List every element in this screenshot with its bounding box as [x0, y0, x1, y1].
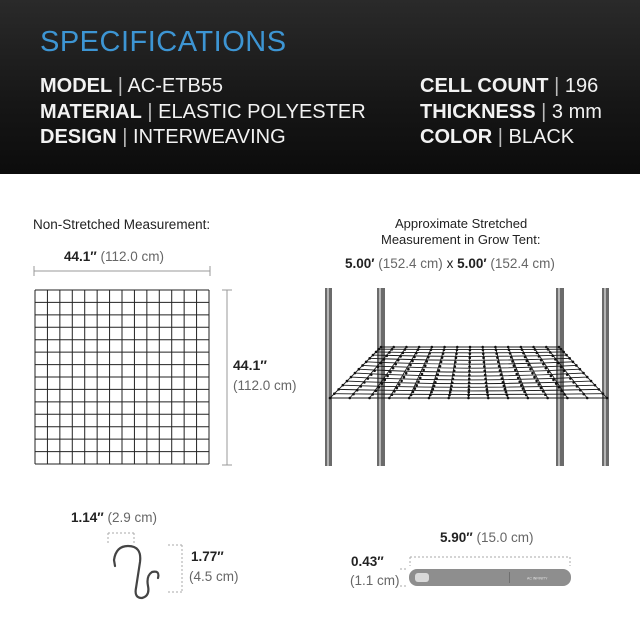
net-knot [409, 364, 412, 367]
net-knot [482, 357, 485, 360]
net-knot [454, 361, 457, 364]
net-knot [483, 361, 486, 364]
net-knot [398, 383, 401, 386]
net-knot [363, 381, 366, 384]
net-knot [499, 369, 502, 372]
net-knot [527, 364, 530, 367]
net-knot [568, 357, 571, 360]
net-knot [557, 362, 560, 365]
net-knot [329, 397, 332, 400]
net-knot [487, 397, 490, 400]
net-knot [545, 346, 548, 349]
net-knot [551, 354, 554, 357]
net-knot [447, 397, 450, 400]
net-knot [348, 397, 351, 400]
net-knot [356, 389, 359, 392]
net-knot [360, 385, 363, 388]
net-knot [404, 348, 407, 351]
net-knot [506, 394, 509, 397]
net-knot [545, 367, 548, 370]
spec-cell-count: CELL COUNT | 196 [420, 75, 599, 97]
net-knot [358, 368, 361, 371]
net-knot [381, 382, 384, 385]
hook-height-cm-label: (4.5 cm) [189, 569, 239, 584]
net-knot [430, 391, 433, 394]
net-knot [487, 394, 490, 397]
net-knot [468, 365, 471, 368]
hook-width-label: 1.14″ (2.9 cm) [71, 510, 158, 525]
net-knot [370, 373, 373, 376]
net-knot [456, 349, 459, 352]
net-knot [439, 365, 442, 368]
net-knot [513, 364, 516, 367]
net-knot [380, 346, 383, 349]
net-knot [544, 393, 547, 396]
net-knot [560, 366, 563, 369]
net-knot [522, 352, 525, 355]
net-knot [448, 394, 451, 397]
net-knot [495, 352, 498, 355]
net-knot [469, 346, 472, 349]
net-knot [486, 391, 489, 394]
net-knot [572, 361, 575, 364]
net-knot [375, 351, 378, 354]
net-knot [469, 349, 472, 352]
net-knot [582, 372, 585, 375]
net-knot [394, 363, 397, 366]
spec-thickness: THICKNESS | 3 mm [420, 101, 602, 123]
page-title: SPECIFICATIONS [40, 26, 287, 58]
net-knot [558, 346, 561, 349]
net-knot [397, 359, 400, 362]
net-knot [569, 377, 572, 380]
net-knot [414, 387, 417, 390]
net-knot [389, 371, 392, 374]
net-knot [517, 377, 520, 380]
net-knot [383, 379, 386, 382]
net-height-cm-label: (112.0 cm) [233, 378, 297, 393]
net-knot [590, 380, 593, 383]
net-knot [535, 380, 538, 383]
net-knot [455, 357, 458, 360]
net-knot [403, 376, 406, 379]
net-knot [455, 352, 458, 355]
net-height-label: 44.1″ [233, 357, 267, 373]
net-knot [483, 365, 486, 368]
net-knot [522, 387, 525, 390]
hook-dimension-brackets [108, 533, 182, 592]
net-knot [391, 393, 394, 396]
net-knot [586, 397, 589, 400]
strap-width-cm-label: (1.1 cm) [350, 573, 400, 588]
net-knot [481, 346, 484, 349]
net-knot [529, 368, 532, 371]
net-knot [555, 382, 558, 385]
net-knot [566, 397, 569, 400]
net-knot [521, 348, 524, 351]
net-knot [415, 384, 418, 387]
net-knot [579, 368, 582, 371]
net-knot [468, 357, 471, 360]
net-knot [468, 388, 471, 391]
net-knot [438, 369, 441, 372]
net-knot [565, 354, 568, 357]
net-knot [505, 391, 508, 394]
net-knot [421, 373, 424, 376]
net-knot [399, 355, 402, 358]
net-knot [518, 380, 521, 383]
net-knot [531, 372, 534, 375]
net-knot [380, 362, 383, 365]
net-knot [442, 352, 445, 355]
net-knot [540, 387, 543, 390]
net-knot [520, 346, 523, 349]
net-knot [523, 391, 526, 394]
stretched-dimensions: 5.00′ (152.4 cm) x 5.00′ (152.4 cm) [345, 256, 555, 271]
s-hook-icon [114, 546, 158, 598]
spec-model: MODEL | AC-ETB55 [40, 75, 224, 97]
net-knot [385, 354, 388, 357]
net-knot [558, 386, 561, 389]
net-knot [468, 361, 471, 364]
net-knot [449, 391, 452, 394]
net-knot [453, 365, 456, 368]
net-knot [392, 346, 395, 349]
net-knot [469, 352, 472, 355]
net-knot [482, 352, 485, 355]
net-knot [456, 346, 459, 349]
net-knot [392, 367, 395, 370]
net-knot [547, 371, 550, 374]
net-knot [417, 380, 420, 383]
net-knot [486, 388, 489, 391]
net-knot [427, 356, 430, 359]
net-width-label: 44.1″ (112.0 cm) [64, 249, 165, 264]
net-knot [550, 375, 553, 378]
net-knot [429, 394, 432, 397]
net-knot [598, 388, 601, 391]
net-knot [418, 346, 421, 349]
net-knot [576, 385, 579, 388]
net-knot [378, 348, 381, 351]
net-knot [393, 390, 396, 393]
net-knot [371, 393, 374, 396]
net-knot [411, 360, 414, 363]
net-knot [450, 388, 453, 391]
net-knot [515, 373, 518, 376]
net-height-bracket [222, 290, 232, 465]
net-knot [496, 356, 499, 359]
net-knot [546, 397, 549, 400]
net-knot [402, 352, 405, 355]
non-stretched-heading: Non-Stretched Measurement: [33, 217, 211, 232]
net-knot [467, 394, 470, 397]
net-knot [602, 392, 605, 395]
flat-trellis-net [35, 290, 209, 464]
net-knot [386, 375, 389, 378]
net-knot [407, 368, 410, 371]
net-knot [440, 361, 443, 364]
net-knot [507, 346, 510, 349]
net-knot [373, 369, 376, 372]
net-knot [365, 361, 368, 364]
net-knot [361, 364, 364, 367]
net-knot [560, 348, 563, 351]
net-knot [482, 349, 485, 352]
net-knot [507, 397, 510, 400]
net-knot [383, 358, 386, 361]
net-knot [428, 397, 431, 400]
net-knot [443, 349, 446, 352]
net-knot [566, 373, 569, 376]
net-knot [333, 392, 336, 395]
net-knot [582, 393, 585, 396]
stretched-heading-line2: Measurement in Grow Tent: [381, 232, 541, 247]
spec-color: COLOR | BLACK [420, 126, 575, 148]
net-knot [497, 361, 500, 364]
net-knot [367, 377, 370, 380]
net-knot [391, 348, 394, 351]
net-knot [525, 394, 528, 397]
net-knot [354, 372, 357, 375]
net-knot [419, 377, 422, 380]
net-knot [337, 388, 340, 391]
net-knot [412, 391, 415, 394]
spec-design: DESIGN | INTERWEAVING [40, 126, 286, 148]
net-knot [511, 360, 514, 363]
net-knot [586, 376, 589, 379]
net-knot [396, 387, 399, 390]
net-knot [524, 356, 527, 359]
net-knot [495, 349, 498, 352]
net-knot [549, 351, 552, 354]
net-knot [514, 369, 517, 372]
net-knot [350, 376, 353, 379]
spec-material: MATERIAL | ELASTIC POLYESTER [40, 101, 366, 123]
net-knot [374, 390, 377, 393]
net-knot [426, 360, 429, 363]
net-knot [405, 346, 408, 349]
net-knot [368, 357, 371, 360]
net-knot [509, 352, 512, 355]
hook-height-label: 1.77″ [191, 549, 224, 564]
net-knot [443, 346, 446, 349]
net-knot [422, 369, 425, 372]
net-knot [540, 359, 543, 362]
net-knot [377, 366, 380, 369]
net-knot [533, 376, 536, 379]
net-knot [552, 379, 555, 382]
net-knot [352, 393, 355, 396]
net-knot [510, 356, 513, 359]
net-knot [428, 352, 431, 355]
net-knot [606, 397, 609, 400]
net-knot [346, 380, 349, 383]
net-knot [432, 388, 435, 391]
net-knot [532, 346, 535, 349]
strap-width-label: 0.43″ [351, 554, 384, 569]
net-knot [441, 356, 444, 359]
net-knot [534, 348, 537, 351]
net-knot [424, 364, 427, 367]
net-knot [536, 352, 539, 355]
net-knot [342, 384, 345, 387]
strap-length-label: 5.90″ (15.0 cm) [440, 530, 534, 545]
net-knot [562, 351, 565, 354]
net-knot [537, 383, 540, 386]
stretched-heading-line1: Approximate Stretched [395, 216, 528, 231]
net-knot [415, 352, 418, 355]
net-knot [378, 386, 381, 389]
net-knot [579, 389, 582, 392]
net-knot [504, 388, 507, 391]
net-knot [467, 391, 470, 394]
net-knot [542, 363, 545, 366]
net-knot [498, 365, 501, 368]
net-knot [410, 394, 413, 397]
net-knot [575, 364, 578, 367]
net-knot [554, 358, 557, 361]
net-knot [494, 346, 497, 349]
net-knot [526, 360, 529, 363]
net-knot [430, 348, 433, 351]
net-knot [563, 393, 566, 396]
net-knot [413, 356, 416, 359]
net-knot [594, 384, 597, 387]
net-knot [431, 346, 434, 349]
net-knot [467, 397, 470, 400]
net-knot [572, 381, 575, 384]
net-knot [372, 354, 375, 357]
net-knot [563, 369, 566, 372]
net-knot [417, 348, 420, 351]
net-width-bracket [34, 266, 210, 276]
net-knot [508, 348, 511, 351]
net-knot [405, 372, 408, 375]
net-knot [560, 390, 563, 393]
net-knot [388, 397, 391, 400]
net-knot [542, 390, 545, 393]
net-knot [538, 355, 541, 358]
net-knot [520, 384, 523, 387]
net-knot [388, 351, 391, 354]
net-knot [547, 348, 550, 351]
net-knot [368, 397, 371, 400]
net-knot [527, 397, 530, 400]
net-knot [408, 397, 411, 400]
net-knot [400, 380, 403, 383]
stretched-trellis-net [329, 346, 609, 400]
strap-brand-text: AC INFINITY [527, 576, 548, 581]
